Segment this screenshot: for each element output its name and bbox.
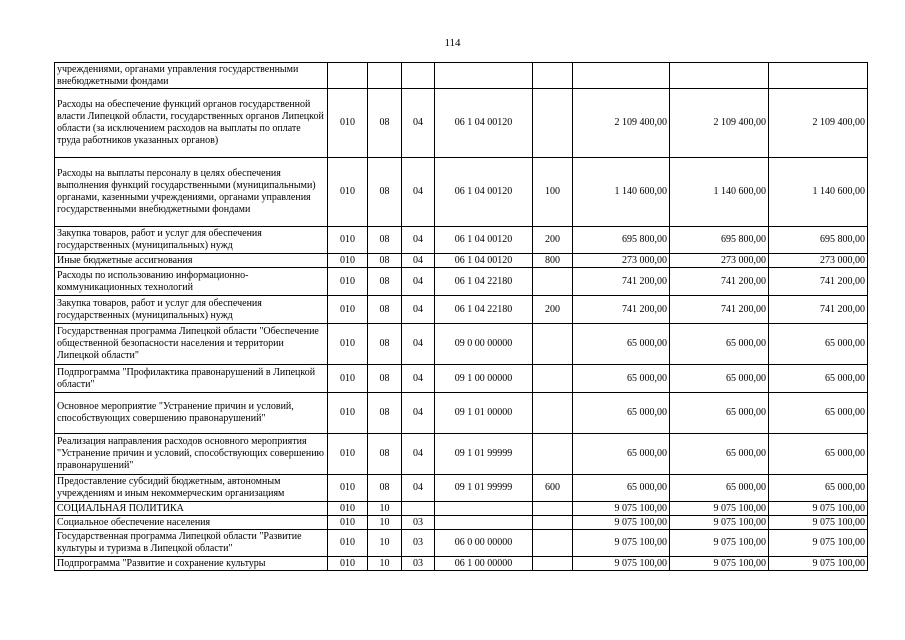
cell-admin-code: 010 [328, 324, 368, 365]
cell-admin-code: 010 [328, 516, 368, 530]
cell-section: 08 [368, 365, 402, 393]
row-name: СОЦИАЛЬНАЯ ПОЛИТИКА [55, 502, 328, 516]
cell-amount-1: 9 075 100,00 [573, 530, 670, 557]
row-name: Государственная программа Липецкой области "Развитие культуры и туризма в Липецкой области" [55, 530, 328, 557]
cell-subsection: 04 [402, 227, 435, 254]
cell-section [368, 63, 402, 89]
cell-subsection: 04 [402, 158, 435, 227]
cell-admin-code: 010 [328, 89, 368, 158]
cell-section: 10 [368, 502, 402, 516]
cell-admin-code: 010 [328, 268, 368, 296]
cell-amount-3: 65 000,00 [769, 365, 868, 393]
cell-expense-type [533, 434, 573, 475]
budget-table [54, 62, 868, 571]
cell-amount-3: 9 075 100,00 [769, 530, 868, 557]
cell-amount-3: 741 200,00 [769, 268, 868, 296]
cell-section: 10 [368, 557, 402, 571]
cell-amount-3: 741 200,00 [769, 296, 868, 324]
cell-amount-3: 1 140 600,00 [769, 158, 868, 227]
cell-amount-3: 695 800,00 [769, 227, 868, 254]
table-row [55, 530, 868, 557]
cell-subsection: 03 [402, 530, 435, 557]
cell-amount-1: 741 200,00 [573, 268, 670, 296]
table-row [55, 434, 868, 475]
cell-amount-3: 9 075 100,00 [769, 502, 868, 516]
cell-target-article: 06 1 04 00120 [435, 254, 533, 268]
cell-amount-1: 9 075 100,00 [573, 557, 670, 571]
cell-expense-type [533, 393, 573, 434]
cell-admin-code: 010 [328, 434, 368, 475]
cell-section: 08 [368, 393, 402, 434]
row-name: Социальное обеспечение населения [55, 516, 328, 530]
table-row [55, 296, 868, 324]
cell-target-article: 06 1 04 00120 [435, 158, 533, 227]
cell-admin-code: 010 [328, 393, 368, 434]
cell-expense-type [533, 516, 573, 530]
cell-amount-1: 9 075 100,00 [573, 516, 670, 530]
cell-amount-2: 273 000,00 [670, 254, 769, 268]
cell-subsection: 04 [402, 434, 435, 475]
cell-expense-type: 800 [533, 254, 573, 268]
cell-amount-3: 273 000,00 [769, 254, 868, 268]
cell-admin-code: 010 [328, 158, 368, 227]
cell-expense-type: 200 [533, 296, 573, 324]
cell-section: 08 [368, 434, 402, 475]
cell-amount-1: 9 075 100,00 [573, 502, 670, 516]
cell-amount-2: 1 140 600,00 [670, 158, 769, 227]
cell-amount-1: 65 000,00 [573, 324, 670, 365]
cell-section: 08 [368, 324, 402, 365]
cell-expense-type [533, 324, 573, 365]
cell-expense-type: 200 [533, 227, 573, 254]
cell-expense-type [533, 557, 573, 571]
cell-amount-3: 65 000,00 [769, 434, 868, 475]
table-row [55, 324, 868, 365]
cell-section: 08 [368, 268, 402, 296]
row-name: Подпрограмма "Развитие и сохранение культуры [55, 557, 328, 571]
cell-expense-type [533, 530, 573, 557]
cell-amount-1: 65 000,00 [573, 365, 670, 393]
row-name: Закупка товаров, работ и услуг для обеспечения государственных (муниципальных) нужд [55, 296, 328, 324]
cell-amount-1: 65 000,00 [573, 475, 670, 502]
table-row [55, 63, 868, 89]
cell-admin-code: 010 [328, 557, 368, 571]
page-number: 114 [444, 37, 461, 49]
cell-subsection [402, 63, 435, 89]
cell-target-article [435, 63, 533, 89]
cell-amount-1: 741 200,00 [573, 296, 670, 324]
cell-amount-2: 9 075 100,00 [670, 502, 769, 516]
cell-expense-type [533, 268, 573, 296]
cell-subsection: 03 [402, 557, 435, 571]
cell-subsection: 04 [402, 324, 435, 365]
cell-target-article: 09 1 01 99999 [435, 434, 533, 475]
cell-target-article: 06 1 04 00120 [435, 89, 533, 158]
cell-amount-2: 2 109 400,00 [670, 89, 769, 158]
row-name: Государственная программа Липецкой области "Обеспечение общественной безопасности населения и территории Липецкой области" [55, 324, 328, 365]
cell-subsection: 04 [402, 268, 435, 296]
table-row [55, 365, 868, 393]
table-row [55, 89, 868, 158]
cell-section: 08 [368, 475, 402, 502]
table-row [55, 557, 868, 571]
cell-amount-3: 65 000,00 [769, 393, 868, 434]
cell-section: 10 [368, 530, 402, 557]
row-name: Реализация направления расходов основного мероприятия "Устранение причин и условий, способствующих совершению правонарушений" [55, 434, 328, 475]
row-name: Расходы на обеспечение функций органов государственной власти Липецкой области, государственных органов Липецкой области (за исключением расходов на выплаты по оплате труда работников указанных органов) [55, 89, 328, 158]
cell-section: 08 [368, 296, 402, 324]
table-row [55, 268, 868, 296]
cell-amount-1: 65 000,00 [573, 434, 670, 475]
cell-expense-type: 100 [533, 158, 573, 227]
cell-amount-2 [670, 63, 769, 89]
cell-amount-3: 65 000,00 [769, 475, 868, 502]
cell-section: 08 [368, 227, 402, 254]
cell-subsection [402, 502, 435, 516]
cell-amount-1 [573, 63, 670, 89]
row-name: Подпрограмма "Профилактика правонарушений в Липецкой области" [55, 365, 328, 393]
cell-subsection: 04 [402, 296, 435, 324]
row-name: Предоставление субсидий бюджетным, автономным учреждениям и иным некоммерческим организациям [55, 475, 328, 502]
cell-amount-2: 9 075 100,00 [670, 530, 769, 557]
cell-amount-2: 65 000,00 [670, 475, 769, 502]
cell-target-article: 09 1 00 00000 [435, 365, 533, 393]
cell-target-article: 09 1 01 00000 [435, 393, 533, 434]
cell-amount-2: 65 000,00 [670, 434, 769, 475]
cell-amount-1: 273 000,00 [573, 254, 670, 268]
row-name: Расходы на выплаты персоналу в целях обеспечения выполнения функций государственными (муниципальными) органами, казенными учреждениями, органами управления государственными внебюджетными фондами [55, 158, 328, 227]
table-row [55, 393, 868, 434]
cell-section: 08 [368, 89, 402, 158]
cell-expense-type [533, 365, 573, 393]
cell-amount-3: 9 075 100,00 [769, 557, 868, 571]
cell-amount-1: 2 109 400,00 [573, 89, 670, 158]
cell-amount-2: 695 800,00 [670, 227, 769, 254]
cell-admin-code [328, 63, 368, 89]
cell-amount-2: 65 000,00 [670, 324, 769, 365]
cell-target-article: 06 1 00 00000 [435, 557, 533, 571]
table-row [55, 502, 868, 516]
cell-admin-code: 010 [328, 365, 368, 393]
table-row [55, 254, 868, 268]
cell-amount-2: 9 075 100,00 [670, 516, 769, 530]
cell-target-article: 06 1 04 22180 [435, 268, 533, 296]
cell-subsection: 03 [402, 516, 435, 530]
row-name: Расходы по использованию информационно-коммуникационных технологий [55, 268, 328, 296]
cell-admin-code: 010 [328, 475, 368, 502]
cell-expense-type [533, 502, 573, 516]
cell-admin-code: 010 [328, 254, 368, 268]
cell-admin-code: 010 [328, 296, 368, 324]
cell-target-article [435, 502, 533, 516]
cell-expense-type [533, 89, 573, 158]
cell-section: 08 [368, 158, 402, 227]
cell-amount-2: 9 075 100,00 [670, 557, 769, 571]
cell-target-article: 06 1 04 22180 [435, 296, 533, 324]
cell-amount-3: 2 109 400,00 [769, 89, 868, 158]
cell-section: 10 [368, 516, 402, 530]
cell-subsection: 04 [402, 365, 435, 393]
cell-expense-type [533, 63, 573, 89]
cell-amount-1: 695 800,00 [573, 227, 670, 254]
cell-amount-2: 65 000,00 [670, 365, 769, 393]
cell-target-article: 09 0 00 00000 [435, 324, 533, 365]
cell-subsection: 04 [402, 393, 435, 434]
cell-target-article: 06 1 04 00120 [435, 227, 533, 254]
row-name: учреждениями, органами управления государственными внебюджетными фондами [55, 63, 328, 89]
cell-section: 08 [368, 254, 402, 268]
table-row [55, 227, 868, 254]
cell-admin-code: 010 [328, 502, 368, 516]
cell-amount-1: 65 000,00 [573, 393, 670, 434]
cell-amount-3: 65 000,00 [769, 324, 868, 365]
table-row [55, 516, 868, 530]
cell-amount-2: 65 000,00 [670, 393, 769, 434]
cell-subsection: 04 [402, 475, 435, 502]
cell-amount-3: 9 075 100,00 [769, 516, 868, 530]
table-body [55, 63, 868, 571]
table-row [55, 158, 868, 227]
cell-admin-code: 010 [328, 227, 368, 254]
row-name: Иные бюджетные ассигнования [55, 254, 328, 268]
cell-admin-code: 010 [328, 530, 368, 557]
cell-target-article: 09 1 01 99999 [435, 475, 533, 502]
cell-amount-1: 1 140 600,00 [573, 158, 670, 227]
cell-target-article: 06 0 00 00000 [435, 530, 533, 557]
row-name: Закупка товаров, работ и услуг для обеспечения государственных (муниципальных) нужд [55, 227, 328, 254]
cell-target-article [435, 516, 533, 530]
row-name: Основное мероприятие "Устранение причин и условий, способствующих совершению правонарушений" [55, 393, 328, 434]
cell-expense-type: 600 [533, 475, 573, 502]
table-row [55, 475, 868, 502]
cell-amount-2: 741 200,00 [670, 268, 769, 296]
cell-amount-3 [769, 63, 868, 89]
cell-amount-2: 741 200,00 [670, 296, 769, 324]
cell-subsection: 04 [402, 254, 435, 268]
cell-subsection: 04 [402, 89, 435, 158]
